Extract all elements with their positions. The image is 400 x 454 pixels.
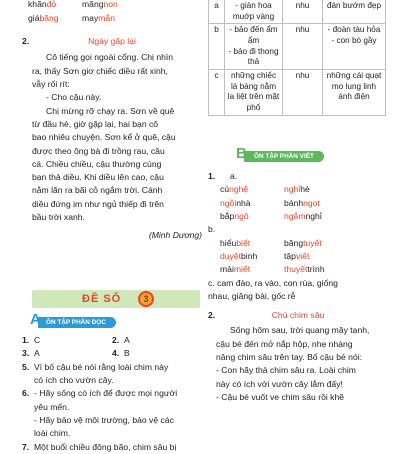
word-black: may: [82, 13, 99, 23]
word-row-2: [28, 12, 115, 25]
word-black: măng: [82, 0, 104, 9]
word-red: đỏ: [46, 0, 57, 9]
banner-letter-icon: A: [30, 311, 41, 328]
item-2-text: Sống hôm sau, trời quang mây tạnh, cậu bé đến mở nắp hộp, nhẹ nhàng nâng chim sâu trên tay. Bố cậu bé nói: - Con hãy thả chim sâu ra. Loài chim này có ích với vườn cây lắm đấy! - Cậu bé vuốt ve chim sâu rồi khẽ: [216, 325, 370, 402]
table-row: b - bảo đến ẩm ẩm - bảo đi thong thả nhu - đoàn tàu hỏa - con bò gầy: [209, 24, 386, 70]
word-black: khăn: [28, 0, 47, 9]
word-pair: cúnghệ nghỉhè: [220, 184, 310, 195]
word-row-1: [28, 0, 118, 11]
story-line: bạn thả diều. Khi diều lên cao, cậu: [32, 172, 164, 183]
word-pair: duyệtbinh tậpviết: [220, 250, 310, 261]
table-row: a - giàn hoa muớp vàng nhu đàn bướm đẹp: [209, 0, 386, 24]
item-2: 2. Chú chim sâu: [208, 309, 388, 322]
item-7: 7. Một buổi chiều đông bão, chim sâu bị: [22, 441, 177, 452]
item-5: 5. Vì bố cậu bé nói rằng loài chim này có ích cho vườn cây.: [22, 361, 169, 385]
story-block: [22, 35, 202, 243]
word-red: mắn: [98, 13, 115, 23]
exam-label: ĐỀ SỐ: [82, 293, 122, 305]
story-line: ra, thấy Sơn giơ chiếc diều rất xinh,: [32, 65, 168, 76]
story-line: Chị mừng rỡ chạy ra. Sơn về quê: [46, 105, 175, 116]
item-1: 1. a.: [208, 171, 238, 181]
item-6: 6. - Hãy sống có ích để được mọi người yêu mến. - Hãy bảo vệ môi trường, bảo vệ các loài chim.: [22, 388, 178, 439]
story-title: Chú chim sâu: [271, 310, 325, 321]
story-title: Ngày gặp lại: [88, 36, 136, 46]
story-line: - Cho cậu này.: [46, 92, 102, 103]
table-row: c những chiếc lá bàng nằm la liệt trên mặt phố nhu những cái quạt mo lung linh ánh điện: [209, 69, 386, 115]
comparison-table: [208, 0, 386, 116]
part-a-pairs: [208, 183, 388, 223]
part-b-pairs: [208, 237, 388, 277]
part-b-label: b.: [208, 224, 216, 235]
exam-number-badge: 3: [138, 291, 154, 307]
exam-number-header: [32, 290, 200, 308]
banner-title: ÔN TẬP PHẦN VIẾT: [254, 153, 314, 160]
word-black: giá: [28, 13, 40, 23]
banner-letter-icon: B: [236, 145, 247, 162]
word-pair: ngồinhà bánhngọt: [220, 197, 320, 208]
word-pair: mảimiết thuyếttrình: [220, 264, 325, 275]
story-line: Cô tiếng gọi ngoài cổng. Chị nhìn: [46, 52, 174, 63]
story-line: vẫy rối rít:: [32, 78, 70, 89]
part-c-line: nhau, giăng bài, gốc rễ: [208, 290, 296, 301]
answer-row: 1. C 2. A: [22, 335, 130, 345]
word-pair: hiểubiết băngtuyết: [220, 237, 322, 248]
item-number: 2.: [22, 36, 30, 46]
word-pair: bắpngô ngắmnghỉ: [220, 210, 322, 221]
story-line: diều đứng im như ngủ thiếp đi trên: [32, 198, 164, 209]
story-line: được theo ông bà đi trồng rau, câu: [32, 145, 165, 156]
story-line: bao nhiêu chuyện. Sơn kể ở quê, cậu: [32, 132, 176, 143]
writing-section: [208, 170, 388, 404]
author: (Minh Dương): [148, 230, 202, 241]
word-red: băng: [39, 13, 59, 23]
answers-block: [22, 334, 202, 454]
part-c-line: c. cam đào, ra vào, con rùa, giống: [208, 277, 338, 288]
story-line: từ đầu hè, giờ gặp lại, hai bạn cô: [32, 118, 159, 129]
banner-title: ÔN TẬP PHẦN ĐỌC: [46, 319, 106, 326]
answer-row: 3. A 4. B: [22, 348, 130, 359]
word-red: non: [103, 0, 118, 9]
story-line: cá. Chiều chiều, cậu thường cùng: [32, 158, 162, 169]
story-line: bầu trời xanh.: [32, 212, 85, 223]
story-line: nằm lăn ra bãi cỏ ngắm trời. Cánh: [32, 185, 163, 196]
